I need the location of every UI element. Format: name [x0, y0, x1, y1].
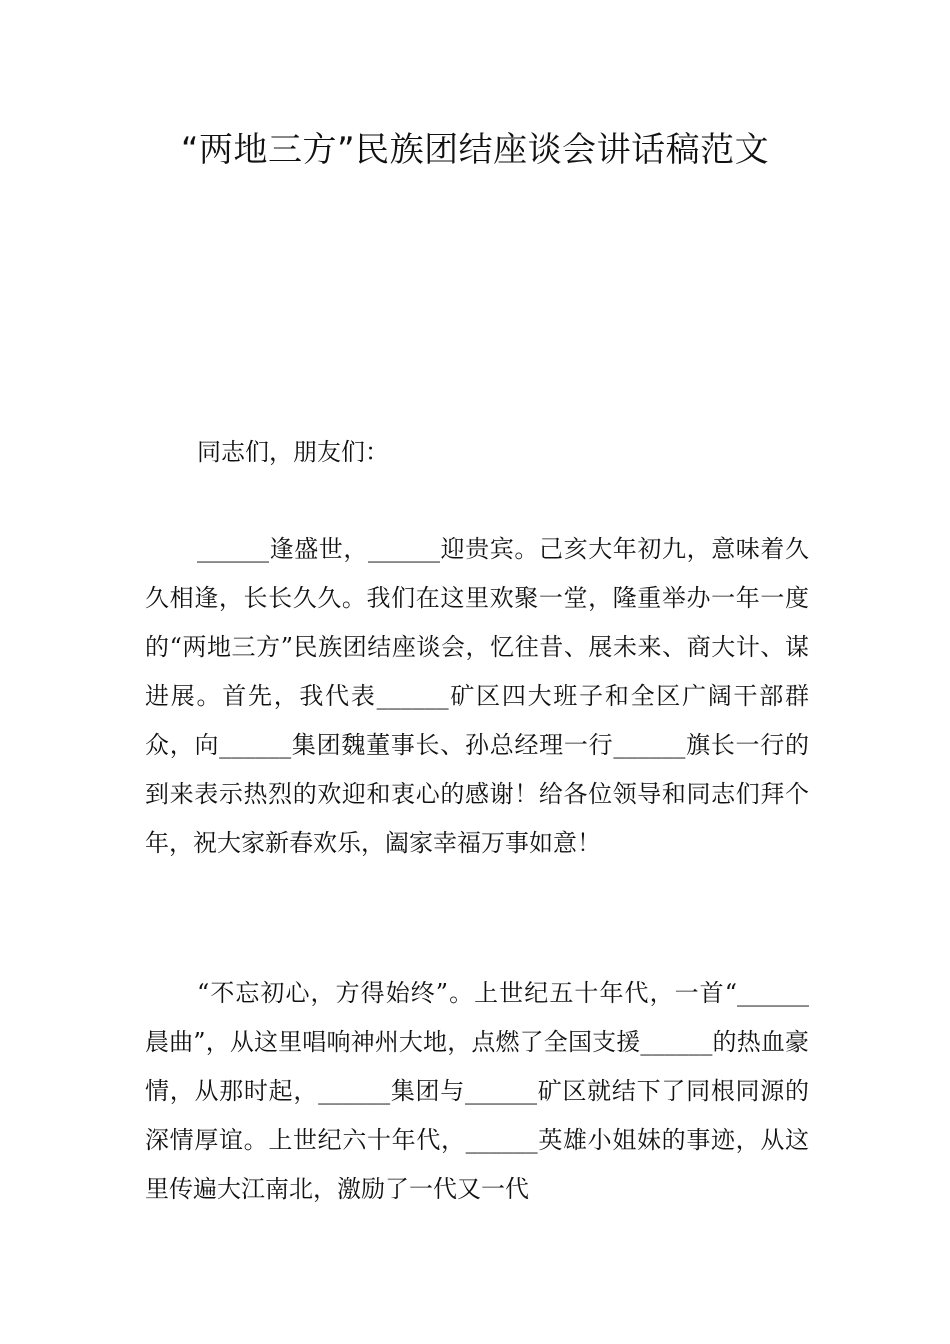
document-title: “两地三方”民族团结座谈会讲话稿范文: [180, 130, 770, 170]
paragraph-welcome: ______逢盛世，______迎贵宾。己亥大年初九，意味着久久相逢，长长久久。我们在这里欢聚一堂，隆重举办一年一度的“两地三方”民族团结座谈会，忆往昔、展未来、商大计、谋进展。首先，我代表______矿区四大班子和全区广阔干部群众，向______集团魏董事长、孙总经理一行______旗长一行的到来表示热烈的欢迎和衷心的感谢！给各位领导和同志们拜个年，祝大家新春欢乐，阖家幸福万事如意！: [145, 535, 809, 857]
paragraph-history: “不忘初心，方得始终”。上世纪五十年代，一首“______晨曲”，从这里唱响神州大地，点燃了全国支援______的热血豪情，从那时起，______集团与______矿区就结下了同根同源的深情厚谊。上世纪六十年代，______英雄小姐妹的事迹，从这里传遍大江南北，激励了一代又一代: [145, 979, 809, 1203]
greeting-line: 同志们，朋友们：: [197, 438, 389, 466]
